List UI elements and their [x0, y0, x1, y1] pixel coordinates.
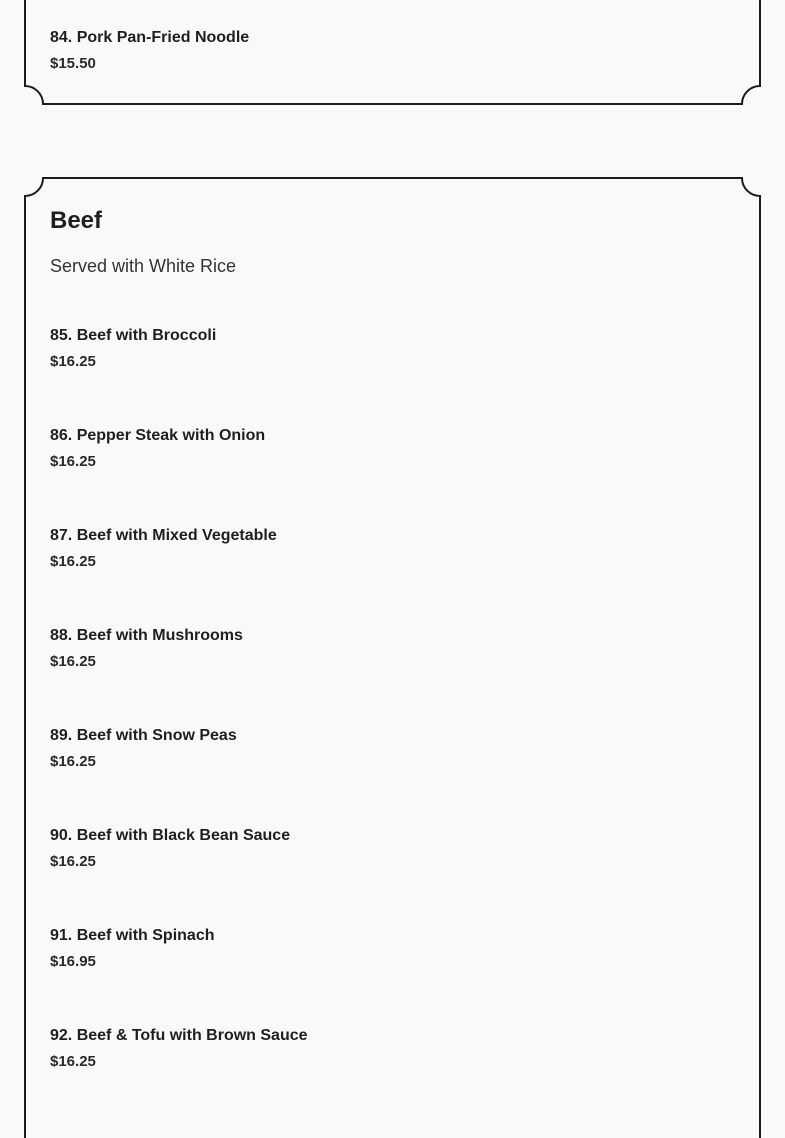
menu-item[interactable]	[50, 926, 214, 972]
menu-section-card-beef	[24, 178, 761, 1138]
menu-item[interactable]	[50, 426, 265, 472]
menu-item-name: 91. Beef with Spinach	[50, 927, 215, 944]
menu-item-name: 85. Beef with Broccoli	[50, 327, 217, 344]
menu-item[interactable]	[50, 326, 216, 372]
menu-item-name: 92. Beef & Tofu with Brown Sauce	[50, 1027, 308, 1044]
menu-item-name: 86. Pepper Steak with Onion	[50, 427, 266, 444]
menu-item-price: $15.50	[50, 55, 96, 72]
menu-item-price: $16.25	[50, 1053, 96, 1070]
menu-item-name: 84. Pork Pan-Fried Noodle	[50, 29, 250, 46]
menu-item-price: $16.25	[50, 653, 96, 670]
section-subtitle: Served with White Rice	[50, 256, 237, 276]
menu-item[interactable]	[50, 726, 237, 772]
menu-item-price: $16.25	[50, 453, 96, 470]
menu-item[interactable]	[50, 28, 249, 74]
menu-item-name: 90. Beef with Black Bean Sauce	[50, 827, 291, 844]
menu-item[interactable]	[50, 526, 277, 572]
menu-item[interactable]	[50, 826, 290, 872]
menu-item[interactable]	[50, 626, 243, 672]
section-title: Beef	[50, 207, 103, 234]
menu-item[interactable]	[50, 1026, 308, 1072]
menu-item-name: 87. Beef with Mixed Vegetable	[50, 527, 277, 544]
menu-item-name: 88. Beef with Mushrooms	[50, 627, 243, 644]
menu-item-name: 89. Beef with Snow Peas	[50, 727, 237, 744]
menu-item-price: $16.25	[50, 553, 96, 570]
menu-item-price: $16.25	[50, 353, 96, 370]
menu-item-price: $16.25	[50, 753, 96, 770]
menu-item-price: $16.95	[50, 953, 96, 970]
menu-section-card-previous	[24, 0, 761, 114]
menu-item-price: $16.25	[50, 853, 96, 870]
